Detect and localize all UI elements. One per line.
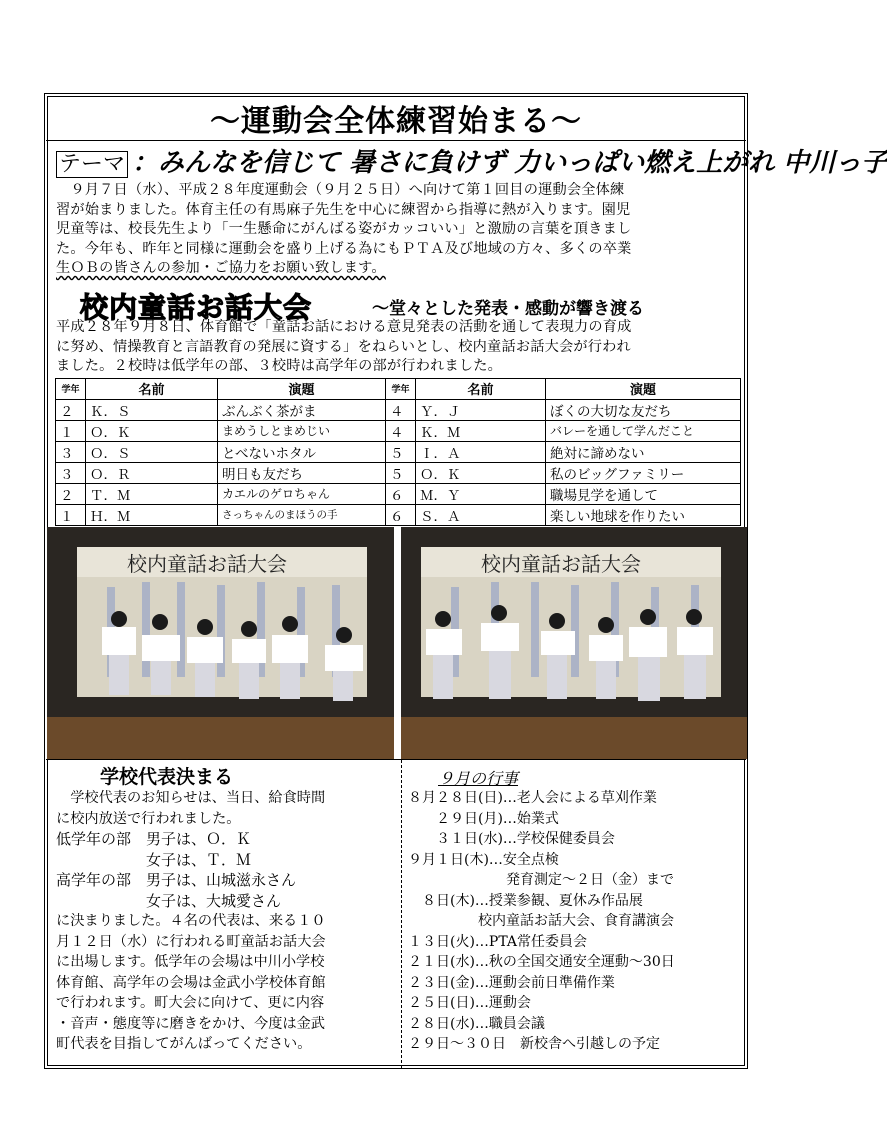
- reps-line: に決まりました。４名の代表は、来る１０: [56, 913, 326, 929]
- name-cell: Ｙ．Ｊ: [416, 399, 546, 420]
- event-item: ２５日(日)…運動会: [408, 995, 531, 1011]
- event-item: ２３日(金)…運動会前日準備作業: [408, 974, 615, 991]
- title-cell: さっちゃんのまほうの手: [218, 504, 386, 525]
- theme-tag: テーマ: [56, 151, 128, 178]
- name-cell: Ｏ．Ｒ: [86, 462, 218, 483]
- divider: [46, 759, 746, 760]
- table-header-row: [56, 379, 741, 400]
- contest-photo-upper-grades: [401, 527, 747, 759]
- name-cell: Ｏ．Ｋ: [86, 420, 218, 441]
- grade-cell: ４: [386, 420, 416, 441]
- name-cell: Ｍ．Ｙ: [416, 483, 546, 504]
- reps-line: に出場します。低学年の会場は中川小学校: [56, 954, 325, 970]
- events-list: [408, 788, 743, 1055]
- table-row: [56, 504, 741, 525]
- name-cell: Ｈ．Ｍ: [86, 504, 218, 525]
- event-item: ２９日(月)…始業式: [408, 810, 559, 827]
- title-cell: まめうしとまめじい: [218, 420, 386, 441]
- grade-header: 学年: [56, 379, 86, 400]
- name-cell: Ｏ．Ｋ: [416, 462, 546, 483]
- intro-line: た。今年も、昨年と同様に運動会を盛り上げる為にもＰＴＡ及び地域の方々、多くの卒業: [56, 240, 632, 257]
- name-cell: Ｋ．Ｓ: [86, 399, 218, 420]
- title-cell: バレーを通して学んだこと: [546, 420, 741, 441]
- grade-cell: ２: [56, 483, 86, 504]
- reps-line: 町代表を目指してがんばってください。: [56, 1036, 312, 1052]
- contest-line: に努め、情操教育と言語教育の発展に資する」をねらいとし、校内童話お話大会が行われ: [56, 338, 631, 355]
- event-item: ２８日(水)…職員会議: [408, 1015, 545, 1032]
- name-cell: Ｋ．Ｍ: [416, 420, 546, 441]
- title-cell: 絶対に諦めない: [546, 441, 741, 462]
- grade-cell: １: [56, 504, 86, 525]
- reps-line: ・音声・態度等に磨きをかけ、今度は金武: [56, 1015, 325, 1032]
- event-item: ２１日(水)…秋の全国交通安全運動～30日: [408, 954, 675, 970]
- event-item: １３日(火)…PTA常任委員会: [408, 933, 588, 950]
- photo-banner-text: 校内童話お話大会: [481, 552, 641, 576]
- table-row: [56, 483, 741, 504]
- reps-line: 体育館、高学年の会場は金武小学校体育館: [56, 974, 326, 991]
- reps-line: 女子は、大城愛さん: [56, 891, 282, 910]
- table-row: [56, 441, 741, 462]
- intro-paragraph: [56, 181, 746, 279]
- title-cell: ぶんぶく茶がま: [218, 399, 386, 420]
- title-cell: 楽しい地球を作りたい: [546, 504, 741, 525]
- event-item: ２９日～３０日 新校舎へ引越しの予定: [408, 1036, 660, 1052]
- events-heading: ９月の行事: [438, 769, 519, 788]
- grade-cell: ５: [386, 462, 416, 483]
- reps-line: 学校代表のお知らせは、当日、給食時間: [56, 790, 326, 806]
- reps-line: 低学年の部 男子は、Ｏ．Ｋ: [56, 830, 252, 848]
- event-item: ３１日(水)…学校保健委員会: [408, 831, 615, 847]
- intro-line: 児童等は、校長先生より「一生懸命にがんばる姿がカッコいい」と激励の言葉を頂きまし: [56, 221, 632, 237]
- event-item: 発育測定～２日（金）まで: [408, 872, 674, 888]
- title-header: 演題: [546, 379, 741, 400]
- event-item: ９月１日(木)…安全点検: [408, 851, 559, 868]
- title-cell: ぼくの大切な友だち: [546, 399, 741, 420]
- reps-line: 女子は、Ｔ．Ｍ: [56, 850, 252, 869]
- title-cell: 明日も友だち: [218, 462, 386, 483]
- contest-heading: 校内童話お話大会: [80, 291, 313, 324]
- name-cell: Ｏ．Ｓ: [86, 441, 218, 462]
- event-item: ８日(木)…授業参観、夏休み作品展: [408, 892, 643, 909]
- name-cell: Ｉ．Ａ: [416, 441, 546, 462]
- theme-line: [56, 142, 887, 179]
- reps-heading: 学校代表決まる: [100, 766, 234, 788]
- name-header: 名前: [86, 379, 218, 400]
- participants-table: [55, 378, 741, 526]
- contest-line: ました。２校時は低学年の部、３校時は高学年の部が行われました。: [56, 358, 503, 374]
- reps-section: [56, 788, 396, 1055]
- photo-banner-text: 校内童話お話大会: [127, 552, 287, 576]
- event-item: ８月２８日(日)…老人会による草刈作業: [408, 790, 657, 806]
- grade-cell: １: [56, 420, 86, 441]
- column-divider: [401, 760, 402, 1068]
- title-cell: 職場見学を通して: [546, 483, 741, 504]
- grade-cell: ２: [56, 399, 86, 420]
- title-cell: カエルのゲロちゃん: [218, 483, 386, 504]
- name-cell: Ｔ．Ｍ: [86, 483, 218, 504]
- theme-text: ：みんなを信じて 暑さに負けず 力いっぱい燃え上がれ 中川っ子: [132, 148, 887, 178]
- grade-cell: ６: [386, 483, 416, 504]
- table-row: [56, 462, 741, 483]
- grade-cell: ３: [56, 462, 86, 483]
- divider: [46, 140, 746, 141]
- name-cell: Ｓ．Ａ: [416, 504, 546, 525]
- grade-header: 学年: [386, 379, 416, 400]
- title-cell: とべないホタル: [218, 441, 386, 462]
- grade-cell: ４: [386, 399, 416, 420]
- title-cell: 私のビッグファミリー: [546, 462, 741, 483]
- name-header: 名前: [416, 379, 546, 400]
- contest-line: 平成２８年９月８日、体育館で「童話お話における意見発表の活動を通して表現力の育成: [56, 319, 632, 335]
- reps-line: 高学年の部 男子は、山城滋永さん: [56, 871, 297, 889]
- intro-line: 習が始まりました。体育主任の有馬麻子先生を中心に練習から指導に熱が入ります。園児: [56, 201, 631, 218]
- page-title: ～運動会全体練習始まる～: [210, 104, 582, 139]
- contest-photo-lower-grades: [47, 527, 394, 759]
- grade-cell: ５: [386, 441, 416, 462]
- title-header: 演題: [218, 379, 386, 400]
- event-item: 校内童話お話大会、食育講演会: [408, 913, 674, 929]
- reps-line: で行われます。町大会に向けて、更に内容: [56, 995, 325, 1011]
- reps-line: に校内放送で行われました。: [56, 810, 241, 827]
- reps-line: 月１２日（水）に行われる町童話お話大会: [56, 933, 326, 950]
- intro-line: 生ＯＢの皆さんの参加・ご協力をお願い致します。: [56, 260, 386, 276]
- intro-line: ９月７日（水）、平成２８年度運動会（９月２５日）へ向けて第１回目の運動会全体練: [56, 182, 625, 198]
- grade-cell: ６: [386, 504, 416, 525]
- grade-cell: ３: [56, 441, 86, 462]
- contest-paragraph: [56, 318, 746, 377]
- table-row: [56, 399, 741, 420]
- contest-subheading: ～堂々とした発表・感動が響き渡る: [372, 299, 644, 319]
- table-row: [56, 420, 741, 441]
